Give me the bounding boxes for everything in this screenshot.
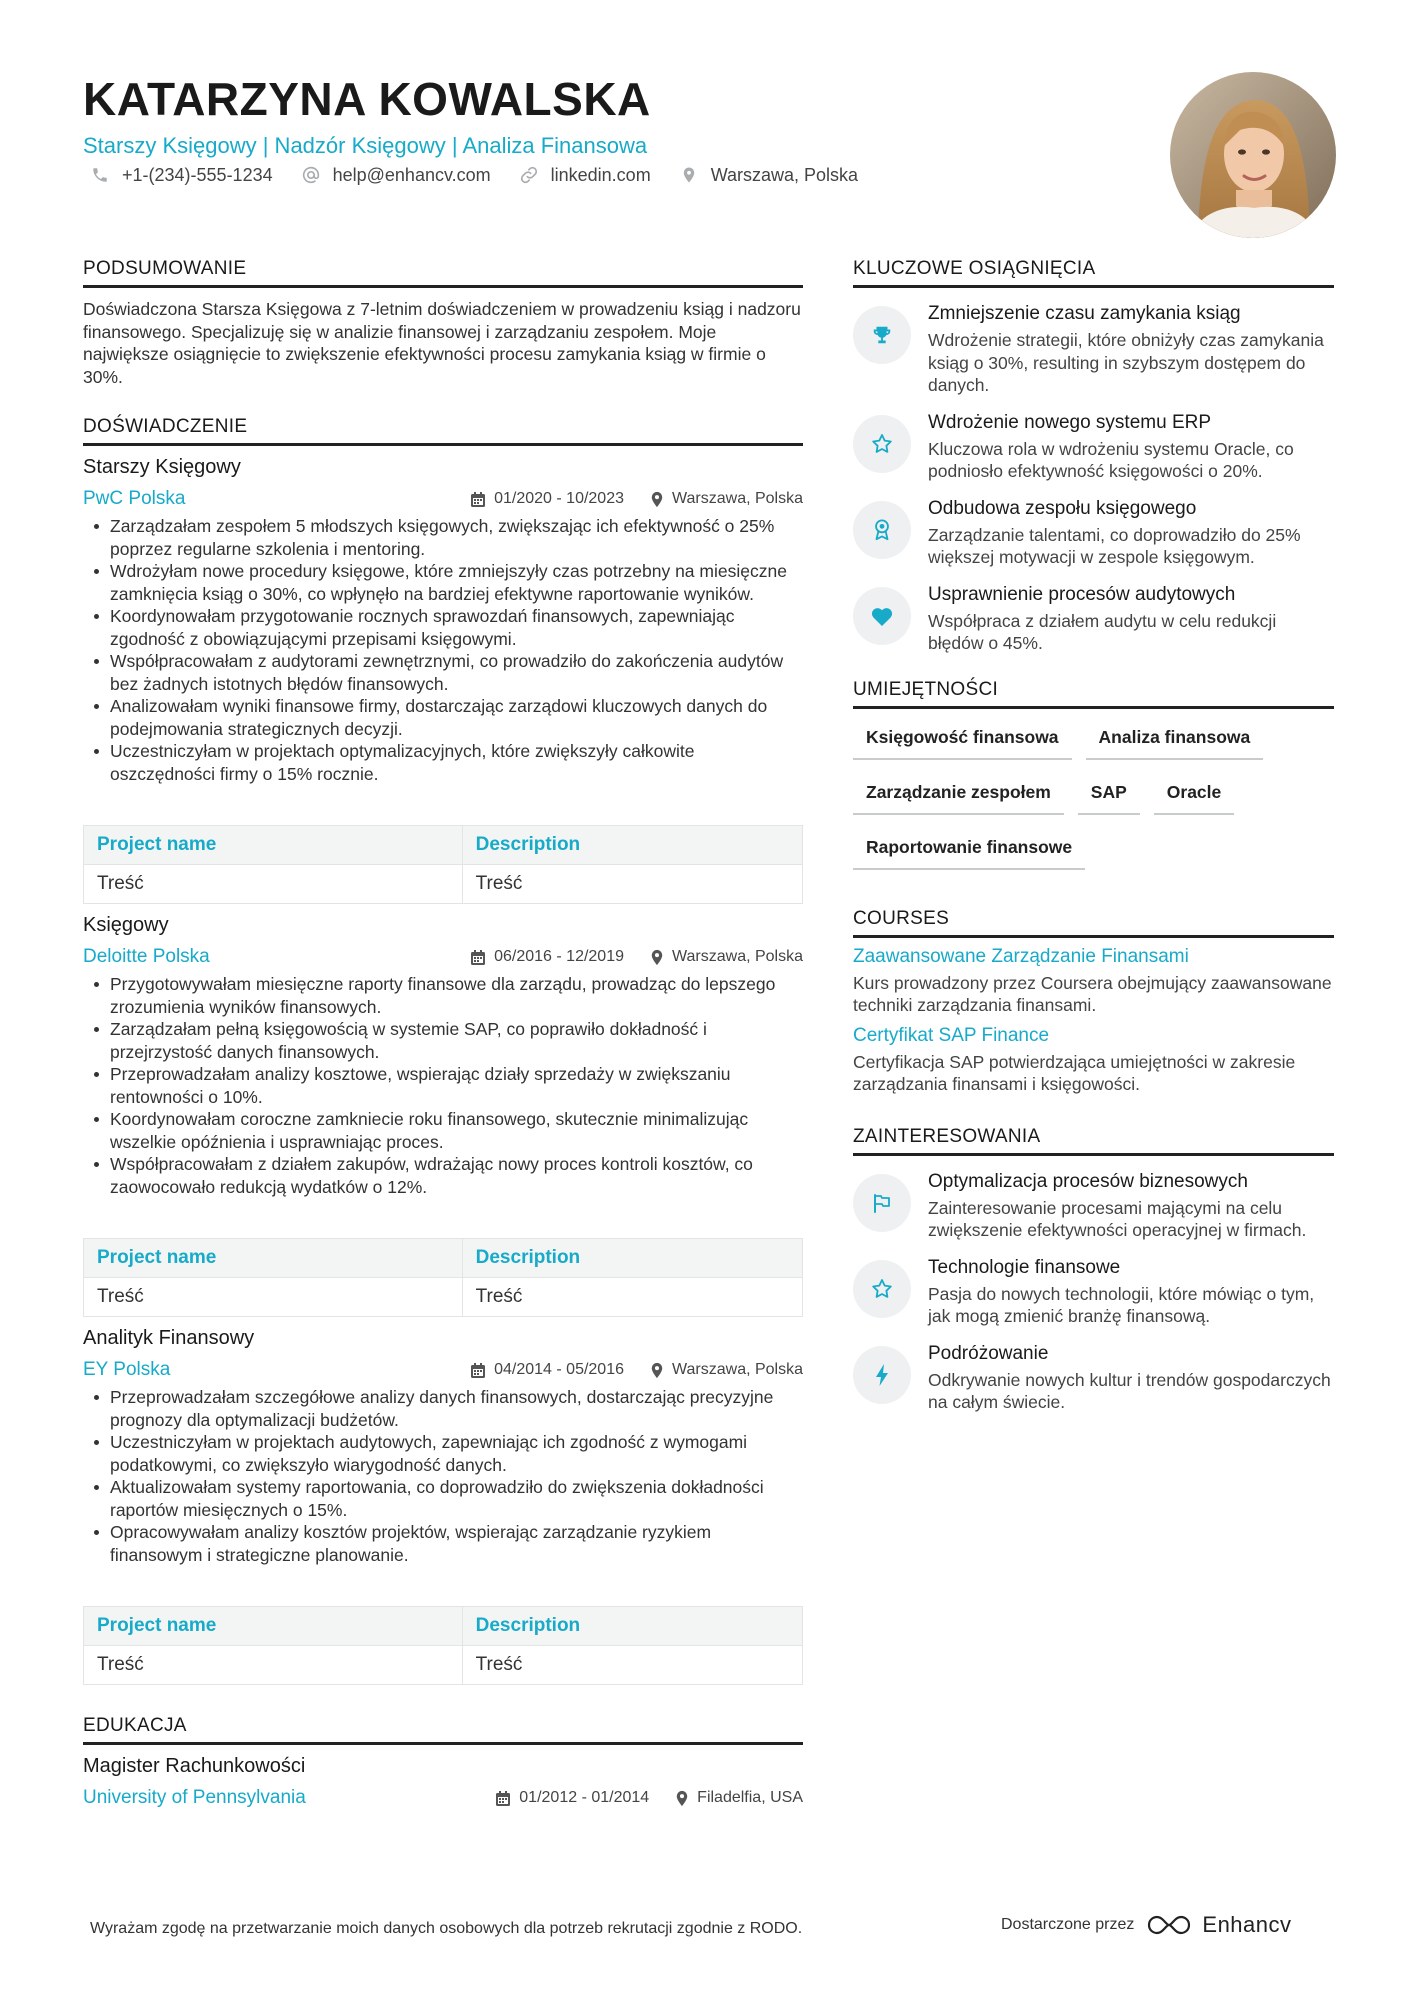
contact-location xyxy=(679,163,858,187)
skill-tag: Zarządzanie zespołem xyxy=(853,774,1064,815)
project-table xyxy=(83,825,803,904)
project-name-header: Project name xyxy=(84,826,463,865)
email-text[interactable]: help@enhancv.com xyxy=(332,164,491,185)
star-icon xyxy=(853,1260,911,1318)
job-meta xyxy=(83,1358,803,1382)
bullet: Aktualizowałam systemy raportowania, co doprowadziło do zwiększenia dokładności raportów miesięcznych o 15%. xyxy=(83,1476,803,1521)
bullet: Przygotowywałam miesięczne raporty finansowe dla zarządu, prowadząc do lepszego zrozumienia wyników finansowych. xyxy=(83,973,803,1018)
calendar-icon xyxy=(470,949,486,966)
bullet: Opracowywałam analizy kosztów projektów, wspierając zarządzanie ryzykiem finansowym i strategiczne planowanie. xyxy=(83,1521,803,1566)
interest-title: Optymalizacja procesów biznesowych xyxy=(928,1170,1248,1192)
bullet: Współpracowałam z działem zakupów, wdrażając nowy proces kontroli kosztów, co zaowocowało redukcją wydatków o 12%. xyxy=(83,1153,803,1198)
job-location: Warszawa, Polska xyxy=(650,1361,803,1379)
summary-heading: PODSUMOWANIE xyxy=(83,258,803,288)
achievement-title: Zmniejszenie czasu zamykania ksiąg xyxy=(928,303,1241,324)
bullet: Zarządzałam pełną księgowością w systemie SAP, co poprawiło dokładność i przejrzystość danych finansowych. xyxy=(83,1018,803,1063)
description-cell: Treść xyxy=(462,865,802,904)
achievement-item xyxy=(853,411,1334,483)
heart-icon xyxy=(853,587,911,645)
award-icon xyxy=(853,501,911,559)
achievement-item xyxy=(853,583,1334,655)
candidate-tagline: Starszy Księgowy | Nadzór Księgowy | Analiza Finansowa xyxy=(83,133,648,158)
description-header: Description xyxy=(462,1607,802,1646)
skill-tag: Raportowanie finansowe xyxy=(853,829,1085,870)
bullet: Uczestniczyłam w projektach audytowych, zapewniając ich zgodność z wymogami podatkowymi, co zwiększyło wiarygodność danych. xyxy=(83,1431,803,1476)
course-item xyxy=(853,1025,1334,1096)
job-dates: 01/2020 - 10/2023 xyxy=(470,490,624,508)
course-title: Certyfikat SAP Finance xyxy=(853,1024,1050,1046)
skills-list xyxy=(853,719,1334,884)
school-name: University of Pennsylvania xyxy=(83,1787,306,1808)
job-dates: 06/2016 - 12/2019 xyxy=(470,948,624,966)
job-meta xyxy=(83,945,803,969)
project-name-header: Project name xyxy=(84,1239,463,1278)
contact-bar xyxy=(90,163,886,187)
contact-email[interactable] xyxy=(301,163,491,187)
star-icon xyxy=(853,415,911,473)
interest-item xyxy=(853,1256,1334,1328)
project-table xyxy=(83,1238,803,1317)
calendar-icon xyxy=(470,1362,486,1379)
powered-by-label: Dostarczone przez xyxy=(1001,1916,1135,1933)
interest-description: Odkrywanie nowych kultur i trendów gospodarczych na całym świecie. xyxy=(928,1369,1331,1412)
job-location: Warszawa, Polska xyxy=(650,948,803,966)
bullet: Koordynowałam przygotowanie rocznych sprawozdań finansowych, zapewniając zgodność z obowiązującymi przepisami księgowymi. xyxy=(83,605,803,650)
left-column xyxy=(83,258,803,1810)
job-bullets xyxy=(83,515,803,785)
powered-by[interactable] xyxy=(1001,1912,1292,1938)
bullet: Uczestniczyłam w projektach optymalizacyjnych, które zwiększyły całkowite oszczędności firmy o 15% rocznie. xyxy=(83,740,803,785)
location-pin-icon xyxy=(650,949,664,966)
lightning-icon xyxy=(853,1346,911,1404)
profile-photo xyxy=(1170,72,1336,238)
job-title: Analityk Finansowy xyxy=(83,1327,255,1349)
achievement-item xyxy=(853,497,1334,569)
achievement-item xyxy=(853,302,1334,397)
achievement-description: Zarządzanie talentami, co doprowadziło do 25% większej motywacji w zespole księgowym. xyxy=(928,524,1301,567)
job-meta xyxy=(83,487,803,511)
bullet: Przeprowadzałam analizy kosztowe, wspierając działy sprzedaży w zwiększaniu rentowności o 10%. xyxy=(83,1063,803,1108)
experience-entry xyxy=(83,914,803,1317)
achievements-heading: KLUCZOWE OSIĄGNIĘCIA xyxy=(853,258,1334,288)
link-icon xyxy=(519,165,539,185)
achievement-title: Usprawnienie procesów audytowych xyxy=(928,583,1236,605)
description-header: Description xyxy=(462,826,802,865)
experience-heading: DOŚWIADCZENIE xyxy=(83,416,803,446)
enhancv-logo-icon xyxy=(1146,1912,1192,1938)
job-title: Księgowy xyxy=(83,914,169,936)
bullet: Współpracowałam z audytorami zewnętrznymi, co prowadziło do zakończenia audytów bez żadnych istotnych błędów finansowych. xyxy=(83,650,803,695)
location-pin-icon xyxy=(650,1362,664,1379)
skill-tag: SAP xyxy=(1078,774,1140,815)
company-name: EY Polska xyxy=(83,1359,171,1380)
candidate-name: KATARZYNA KOWALSKA xyxy=(83,73,651,125)
job-dates: 04/2014 - 05/2016 xyxy=(470,1361,624,1379)
bullet: Zarządzałam zespołem 5 młodszych księgowych, zwiększając ich efektywność o 25% poprzez regularne szkolenia i mentoring. xyxy=(83,515,803,560)
enhancv-brand: Enhancv xyxy=(1202,1912,1292,1937)
project-table xyxy=(83,1606,803,1685)
flag-icon xyxy=(853,1174,911,1232)
description-cell: Treść xyxy=(462,1646,802,1685)
interests-heading: ZAINTERESOWANIA xyxy=(853,1126,1334,1156)
course-title: Zaawansowane Zarządzanie Finansami xyxy=(853,945,1189,967)
education-location: Filadelfia, USA xyxy=(675,1789,803,1807)
achievement-title: Odbudowa zespołu księgowego xyxy=(928,497,1197,519)
experience-entry xyxy=(83,1327,803,1685)
location-pin-icon xyxy=(675,1790,689,1807)
right-column xyxy=(853,258,1334,1414)
consent-note: Wyrażam zgodę na przetwarzanie moich danych osobowych dla potrzeb rekrutacji zgodnie z RODO. xyxy=(90,1920,803,1937)
course-description: Kurs prowadzony przez Coursera obejmujący zaawansowane techniki zarządzania finansami. xyxy=(853,972,1332,1015)
location-text: Warszawa, Polska xyxy=(710,164,859,185)
description-cell: Treść xyxy=(462,1278,802,1317)
project-name-cell: Treść xyxy=(84,1278,463,1317)
contact-linkedin[interactable] xyxy=(519,163,651,187)
location-pin-icon xyxy=(650,491,664,508)
phone-icon xyxy=(90,165,110,185)
summary-text: Doświadczona Starsza Księgowa z 7-letnim doświadczeniem w prowadzeniu ksiąg i nadzoru finansowego. Specjalizuję się w analizie finansowej i zarządzaniu zespołem. Moje największe osiągnięcie to zwiększenie efektywności procesu zamykania ksiąg w firmie o 30%. xyxy=(83,299,801,387)
achievement-description: Kluczowa rola w wdrożeniu systemu Oracle, co podniosło efektywność księgowości o 20%. xyxy=(928,438,1294,481)
job-title: Starszy Księgowy xyxy=(83,456,241,478)
project-name-header: Project name xyxy=(84,1607,463,1646)
phone-text: +1-(234)-555-1234 xyxy=(122,164,273,185)
bullet: Wdrożyłam nowe procedury księgowe, które zmniejszyły czas potrzebny na miesięczne zamknięcia ksiąg o 30%, co wpłynęło na bardziej efektywne raportowanie wyników. xyxy=(83,560,803,605)
achievement-description: Wdrożenie strategii, które obniżyły czas zamykania ksiąg o 30%, resulting in szybszym dostępem do danych. xyxy=(928,330,1324,395)
interest-title: Podróżowanie xyxy=(928,1342,1049,1364)
location-pin-icon xyxy=(679,165,699,185)
project-name-cell: Treść xyxy=(84,1646,463,1685)
calendar-icon xyxy=(495,1790,511,1807)
education-dates: 01/2012 - 01/2014 xyxy=(495,1789,649,1807)
skill-tag: Księgowość finansowa xyxy=(853,719,1072,760)
education-meta xyxy=(83,1786,803,1810)
degree-title: Magister Rachunkowości xyxy=(83,1755,306,1777)
courses-heading: COURSES xyxy=(853,908,1334,938)
contact-phone xyxy=(90,163,273,187)
description-header: Description xyxy=(462,1239,802,1278)
interest-description: Zainteresowanie procesami mającymi na celu zwiększenie efektywności operacyjnej w firmach. xyxy=(928,1197,1307,1240)
trophy-icon xyxy=(853,306,911,364)
job-bullets xyxy=(83,973,803,1198)
skills-heading: UMIEJĘTNOŚCI xyxy=(853,679,1334,709)
achievement-title: Wdrożenie nowego systemu ERP xyxy=(928,411,1212,433)
skill-tag: Analiza finansowa xyxy=(1086,719,1264,760)
company-name: PwC Polska xyxy=(83,488,186,509)
calendar-icon xyxy=(470,491,486,508)
job-location: Warszawa, Polska xyxy=(650,490,803,508)
bullet: Analizowałam wyniki finansowe firmy, dostarczając zarządowi kluczowych danych do podejmowania strategicznych decyzji. xyxy=(83,695,803,740)
company-name: Deloitte Polska xyxy=(83,946,210,967)
education-heading: EDUKACJA xyxy=(83,1715,803,1745)
achievement-description: Współpraca z działem audytu w celu redukcji błędów o 45%. xyxy=(928,610,1277,653)
bullet: Przeprowadzałam szczegółowe analizy danych finansowych, dostarczając precyzyjne prognozy dla optymalizacji budżetów. xyxy=(83,1386,803,1431)
education-entry xyxy=(83,1755,803,1810)
project-name-cell: Treść xyxy=(84,865,463,904)
interest-description: Pasja do nowych technologii, które mówiąc o tym, jak mogą zmienić branżę finansową. xyxy=(928,1283,1315,1326)
interest-item xyxy=(853,1342,1334,1414)
skill-tag: Oracle xyxy=(1154,774,1234,815)
course-item xyxy=(853,946,1334,1017)
job-bullets xyxy=(83,1386,803,1566)
experience-entry xyxy=(83,456,803,904)
interest-item xyxy=(853,1170,1334,1242)
course-description: Certyfikacja SAP potwierdzająca umiejętności w zakresie zarządzania finansami i księgowości. xyxy=(853,1051,1296,1094)
at-icon xyxy=(301,165,321,185)
linkedin-text[interactable]: linkedin.com xyxy=(550,164,651,185)
bullet: Koordynowałam coroczne zamkniecie roku finansowego, skutecznie minimalizując wszelkie opóźnienia i usprawniając proces. xyxy=(83,1108,803,1153)
interest-title: Technologie finansowe xyxy=(928,1256,1121,1278)
